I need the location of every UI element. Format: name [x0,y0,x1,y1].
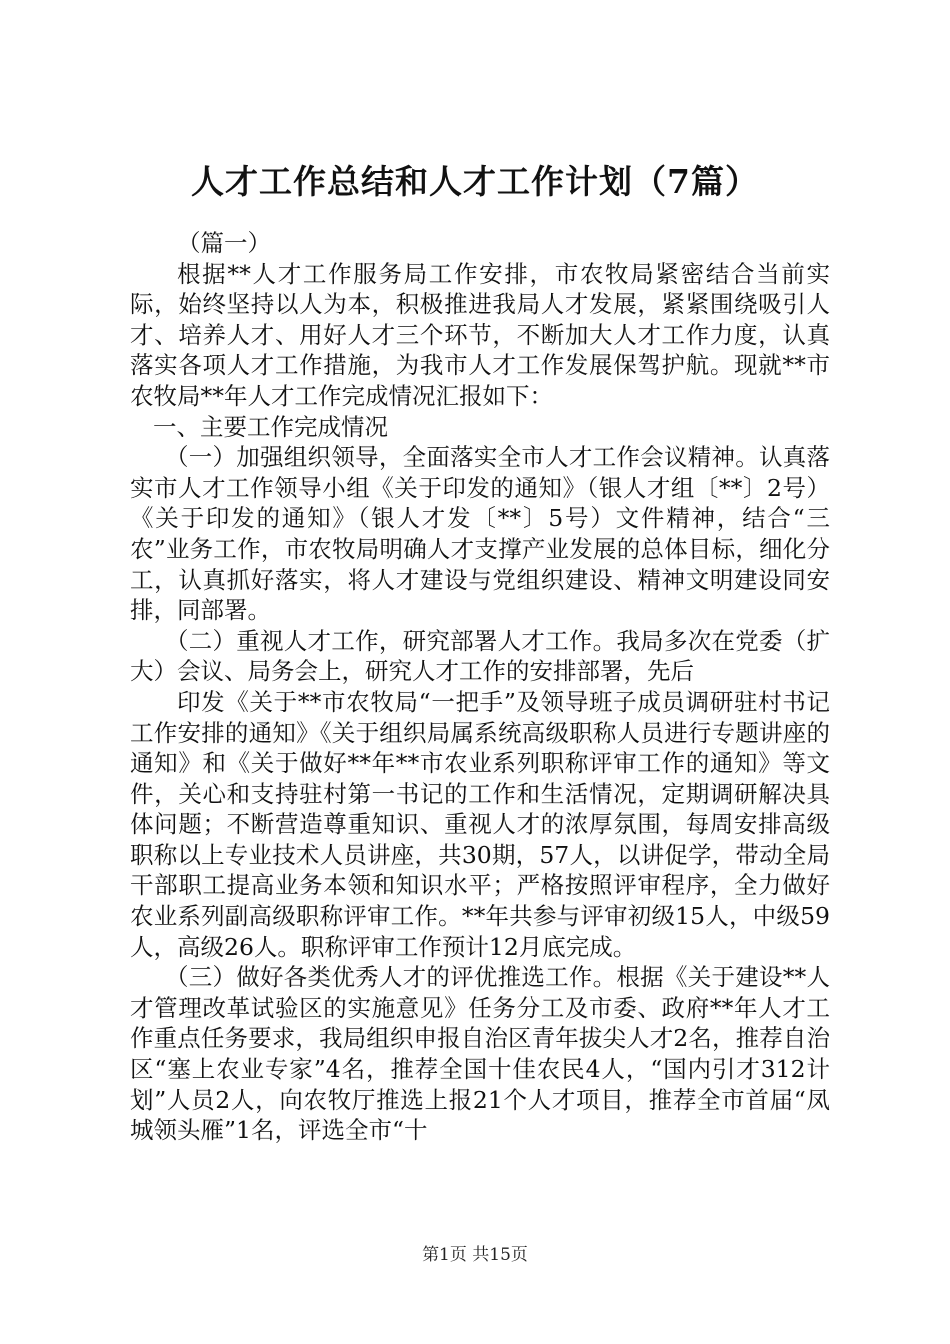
document-title: 人才工作总结和人才工作计划（7篇） [191,162,759,201]
paragraph-item-2-continued: 印发《关于**市农牧局“一把手”及领导班子成员调研驻村书记工作安排的通知》《关于组织局属系统高级职称人员进行专题讲座的通知》和《关于做好**年**市农业系列职称评审工作的通知》等文件，关心和支持驻村第一书记的工作和生活情况，定期调研解决具体问题；不断营造尊重知识、重视人才的浓厚氛围，每周安排高级职称以上专业技术人员讲座，共30期，57人，以讲促学，带动全局干部职工提高业务本领和知识水平；严格按照评审程序，全力做好农业系列副高级职称评审工作。**年共参与评审初级15人，中级59人，高级26人。职称评审工作预计12月底完成。 [130,687,830,961]
section-marker: （篇一） [177,229,271,257]
paragraph-item-2: （二）重视人才工作，研究部署人才工作。我局多次在党委（扩大）会议、局务会上，研究人才工作的安排部署，先后 [130,626,830,686]
paragraph-item-3: （三）做好各类优秀人才的评优推选工作。根据《关于建设**人才管理改革试验区的实施意见》任务分工及市委、政府**年人才工作重点任务要求，我局组织申报自治区青年拔尖人才2名，推荐自治区“塞上农业专家”4名，推荐全国十佳农民4人，“国内引才312计划”人员2人，向农牧厅推选上报21个人才项目，推荐全市首届“凤城领头雁”1名，评选全市“十 [130,963,830,1145]
paragraph-item-1: （一）加强组织领导，全面落实全市人才工作会议精神。认真落实市人才工作领导小组《关于印发的通知》（银人才组〔**〕2号）《关于印发的通知》（银人才发〔**〕5号）文件精神，结合“三农”业务工作，市农牧局明确人才支撑产业发展的总体目标，细化分工，认真抓好落实，将人才建设与党组织建设、精神文明建设同安排，同部署。 [130,443,830,625]
paragraph-intro: 根据**人才工作服务局工作安排，市农牧局紧密结合当前实际，始终坚持以人为本，积极推进我局人才发展，紧紧围绕吸引人才、培养人才、用好人才三个环节，不断加大人才工作力度，认真落实各项人才工作措施，为我市人才工作发展保驾护航。现就**市农牧局**年人才工作完成情况汇报如下： [130,259,830,410]
document-body [130,228,830,1146]
page-footer: 第1页 共15页 [422,1245,528,1265]
section-heading: 一、主要工作完成情况 [153,412,388,441]
